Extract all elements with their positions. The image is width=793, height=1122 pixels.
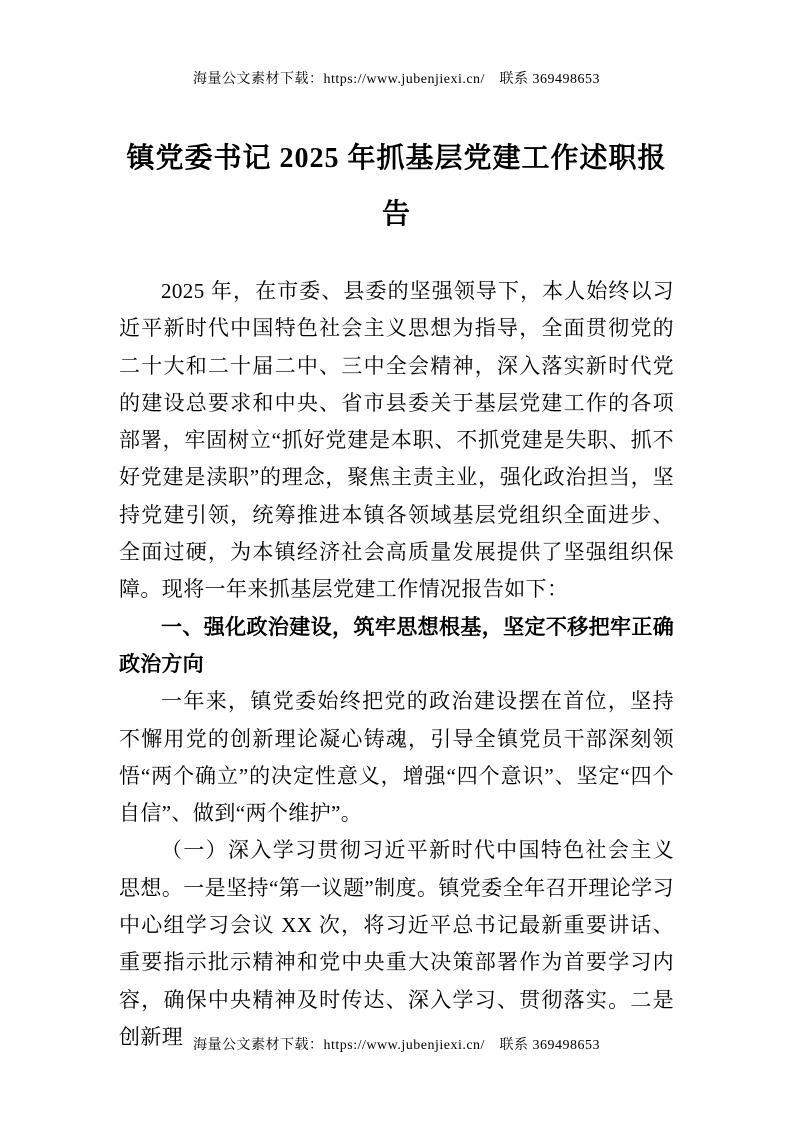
document-body [119, 273, 674, 1056]
page-header [0, 71, 793, 89]
text-run-kaiti: （一）深入学习贯彻习近平新时代中国特色社会主义思想。 [119, 838, 674, 900]
text-run-fangsong: 一年来，镇党委始终把党的政治建设摆在首位，坚持不懈用党的创新理论凝心铸魂，引导全镇党员干部深刻领悟“两个确立”的决定性意义，增强“四个意识”、坚定“四个自信”、做到“两个维护”。 [119, 689, 674, 826]
footer-watermark-text: 海量公文素材下载：https://www.jubenjiexi.cn/ 联系 369498653 [193, 1038, 600, 1053]
text-run-kaiti: 一是坚持“第一议题”制度。 [183, 875, 439, 900]
section-1-1-paragraph [119, 832, 674, 1056]
title-line: 告 [381, 199, 411, 230]
text-run-kaiti: 二是创新理 [119, 987, 674, 1049]
document-title [119, 131, 674, 243]
text-run-heiti: 一、强化政治建设，筑牢思想根基，坚定不移把牢正确政治方向 [119, 615, 674, 676]
document-content [119, 131, 674, 1056]
page-footer [0, 1037, 793, 1055]
title-line: 镇党委书记 2025 年抓基层党建工作述职报 [126, 143, 667, 174]
text-run-fangsong: 镇党委全年召开理论学习中心组学习会议 XX 次，将习近平总书记最新重要讲话、重要指示批示精神和党中央重大决策部署作为首要学习内容，确保中央精神及时传达、深入学习、贯彻落实。 [119, 875, 674, 1012]
text-run-fangsong: 2025 年，在市委、县委的坚强领导下，本人始终以习近平新时代中国特色社会主义思想为指导，全面贯彻党的二十大和二十届二中、三中全会精神，深入落实新时代党的建设总要求和中央、省市县委关于基层党建工作的各项部署，牢固树立“抓好党建是本职、不抓党建是失职、抓不好党建是渎职”的理念，聚焦主责主业，强化政治担当，坚持党建引领，统筹推进本镇各领域基层党组织全面进步、全面过硬，为本镇经济社会高质量发展提供了坚强组织保障。现将一年来抓基层党建工作情况报告如下： [119, 279, 674, 602]
intro-paragraph [119, 273, 674, 609]
section-1-heading [119, 609, 674, 684]
section-1-intro-paragraph [119, 683, 674, 832]
header-watermark-text: 海量公文素材下载：https://www.jubenjiexi.cn/ 联系 369498653 [193, 72, 600, 87]
